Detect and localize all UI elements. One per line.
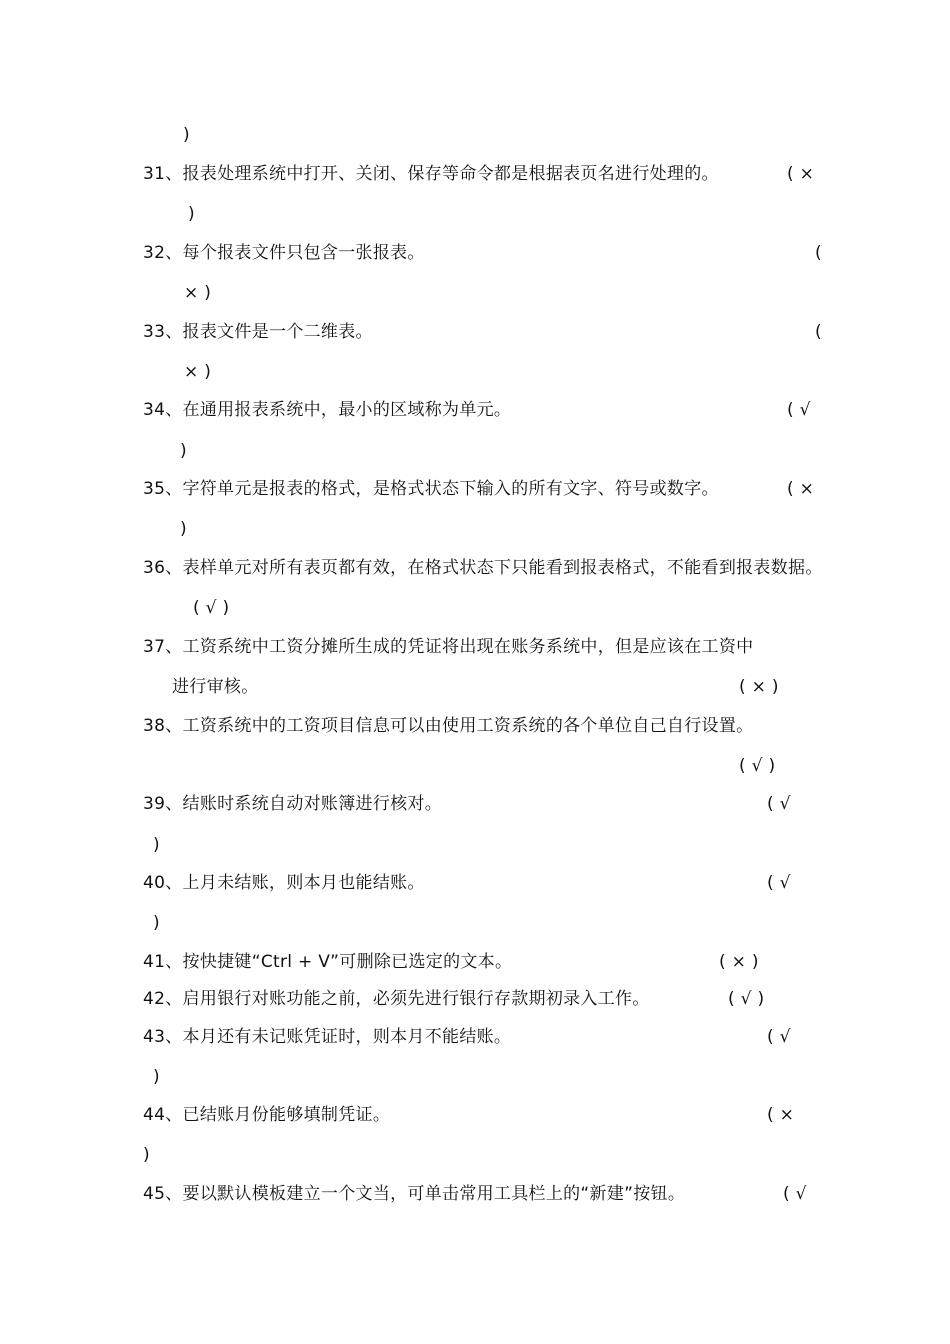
- question-43-answer-close: ): [153, 1067, 160, 1087]
- question-42-answer: ( √ ): [728, 989, 765, 1009]
- question-34-text: 34、在通用报表系统中，最小的区域称为单元。: [143, 400, 512, 420]
- question-40-answer-close: ): [153, 913, 160, 933]
- question-31-text: 31、报表处理系统中打开、关闭、保存等命令都是根据表页名进行处理的。: [143, 164, 719, 184]
- question-34-answer-close: ): [180, 441, 187, 461]
- question-39-answer-open: ( √: [767, 794, 791, 814]
- question-33-text: 33、报表文件是一个二维表。: [143, 322, 373, 342]
- question-41-answer: ( × ): [719, 952, 759, 972]
- question-37-text: 37、工资系统中工资分摊所生成的凭证将出现在账务系统中，但是应该在工资中: [143, 637, 754, 657]
- question-45-text: 45、要以默认模板建立一个文当，可单击常用工具栏上的“新建”按钮。: [143, 1184, 686, 1204]
- question-38-text: 38、工资系统中的工资项目信息可以由使用工资系统的各个单位自己自行设置。: [143, 716, 754, 736]
- question-34-answer-open: ( √: [787, 400, 811, 420]
- question-44-text: 44、已结账月份能够填制凭证。: [143, 1105, 391, 1125]
- question-44-answer-open: ( ×: [767, 1105, 795, 1125]
- question-35-answer-close: ): [180, 519, 187, 539]
- question-38-answer: ( √ ): [739, 756, 776, 776]
- question-45-answer-open: ( √: [783, 1184, 807, 1204]
- question-35-text: 35、字符单元是报表的格式，是格式状态下输入的所有文字、符号或数字。: [143, 479, 719, 499]
- question-35-answer-open: ( ×: [787, 479, 815, 499]
- question-40-text: 40、上月未结账，则本月也能结账。: [143, 873, 425, 893]
- question-37-continuation: 进行审核。: [172, 677, 259, 697]
- question-36-answer: ( √ ): [193, 598, 230, 618]
- question-33-answer-open: (: [815, 322, 822, 342]
- question-39-text: 39、结账时系统自动对账簿进行核对。: [143, 794, 443, 814]
- question-43-answer-open: ( √: [767, 1027, 791, 1047]
- question-42-text: 42、启用银行对账功能之前，必须先进行银行存款期初录入工作。: [143, 989, 650, 1009]
- question-43-text: 43、本月还有未记账凭证时，则本月不能结账。: [143, 1027, 512, 1047]
- question-32-answer-close: × ): [184, 283, 212, 303]
- prev-answer-close: ): [183, 125, 190, 145]
- question-33-answer-close: × ): [184, 362, 212, 382]
- question-37-answer: ( × ): [739, 677, 779, 697]
- question-41-text: 41、按快捷键“Ctrl + V”可删除已选定的文本。: [143, 952, 513, 972]
- question-39-answer-close: ): [153, 835, 160, 855]
- question-31-answer-close: ): [188, 204, 195, 224]
- question-40-answer-open: ( √: [767, 873, 791, 893]
- question-32-answer-open: (: [815, 243, 822, 263]
- question-44-answer-close: ): [143, 1145, 150, 1165]
- question-36-text: 36、表样单元对所有表页都有效，在格式状态下只能看到报表格式，不能看到报表数据。: [143, 558, 823, 578]
- question-31-answer-open: ( ×: [787, 164, 815, 184]
- question-32-text: 32、每个报表文件只包含一张报表。: [143, 243, 425, 263]
